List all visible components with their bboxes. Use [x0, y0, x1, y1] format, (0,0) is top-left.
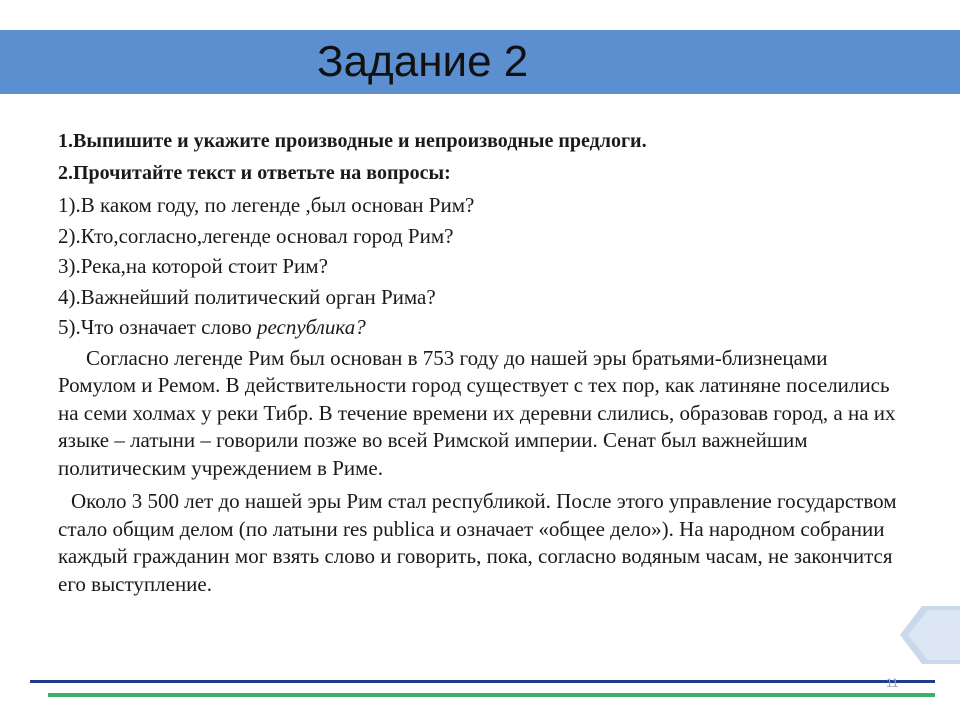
question-5-text: 5).Что означает слово — [58, 315, 258, 339]
slide-content — [58, 126, 908, 598]
slide-title: Задание 2 — [317, 37, 529, 86]
question-1: 1).В каком году, по легенде ,был основан Рим? — [58, 193, 475, 217]
footer-line-blue — [30, 680, 935, 683]
task-1: 1.Выпишите и укажите производные и непроизводные предлоги. — [58, 130, 647, 152]
question-2: 2).Кто,согласно,легенде основал город Рим? — [58, 223, 454, 248]
question-3: 3).Река,на которой стоит Рим? — [58, 254, 328, 278]
paragraph-1: Согласно легенде Рим был основан в 753 году до нашей эры братьями-близнецами Ромулом и Ремом. В действительности город существует с тех пор, как латиняне поселились на семи холмах у реки Тибр. В течение времени их деревни слились, образовав город, а на их языке – латыни – говорили позже во всей Римской империи. Сенат был важнейшим политическим учреждением в Риме. — [58, 345, 896, 480]
task-2: 2.Прочитайте текст и ответьте на вопросы: — [58, 162, 451, 184]
question-5 — [58, 312, 908, 343]
footer-line-green — [48, 693, 935, 697]
question-5-italic-word: республика? — [257, 315, 366, 339]
paragraph-2: Около 3 500 лет до нашей эры Рим стал республикой. После этого управление государством стало общим делом (по латыни res publica и означает «общее дело»). На народном собрании каждый гражданин мог взять слово и говорить, пока, согласно водяным часам, не закончится его выступление. — [58, 489, 897, 596]
corner-arrow-decoration — [900, 606, 960, 664]
page-number: 11 — [886, 676, 899, 690]
question-4: 4).Важнейший политический орган Рима? — [58, 284, 436, 309]
